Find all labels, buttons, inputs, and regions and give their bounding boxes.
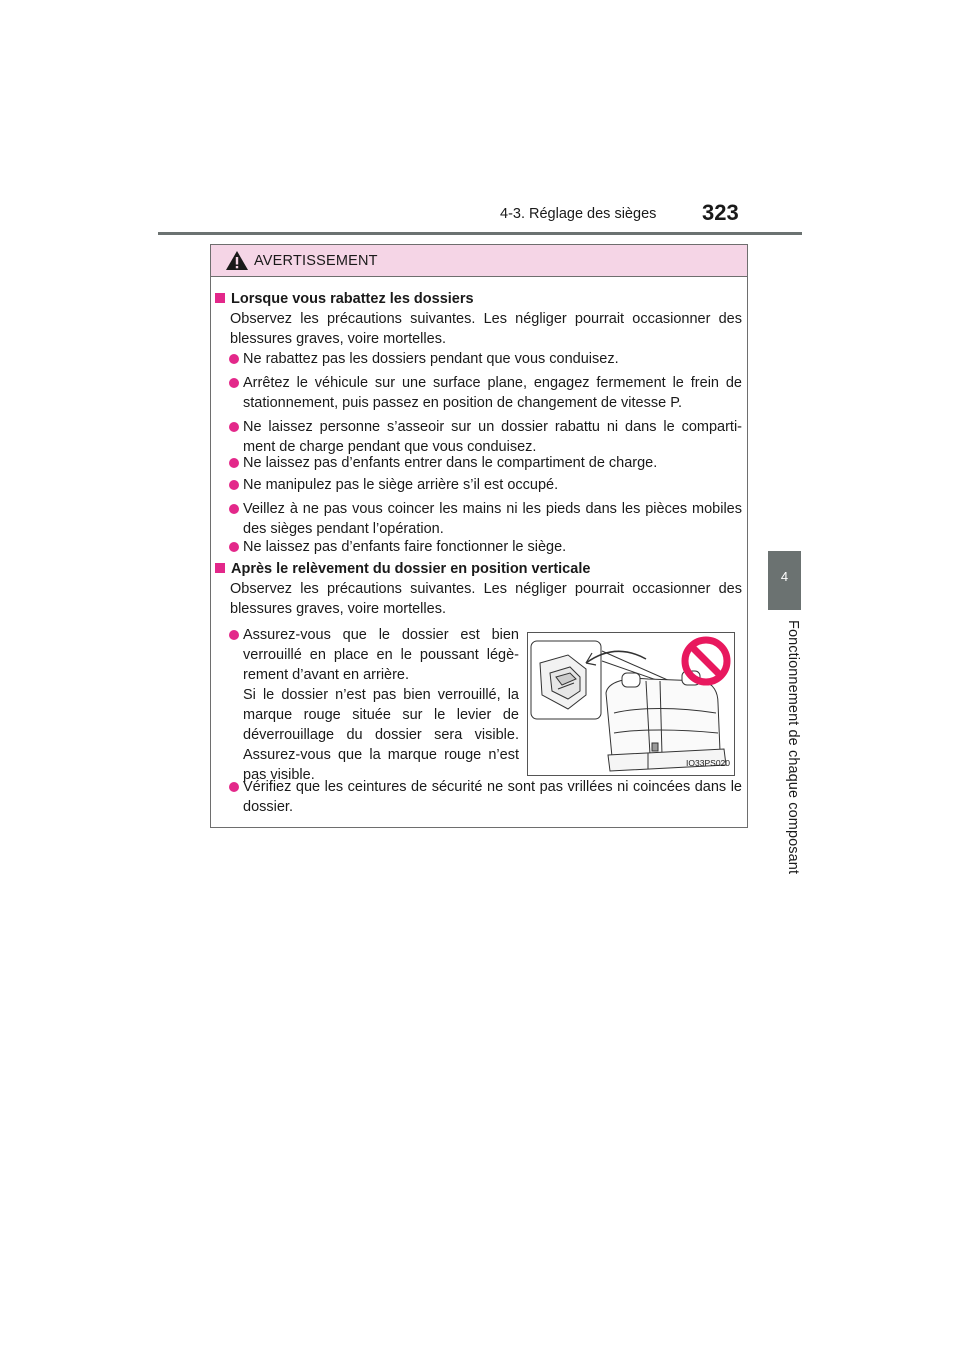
bullet-dot-icon (229, 480, 239, 490)
list-item: Ne rabattez pas les dossiers pendant que vous conduisez. (229, 349, 742, 369)
page-number: 323 (702, 200, 739, 225)
figure-code: IO33PS020 (686, 758, 730, 768)
list-item: Ne laissez personne s’asseoir sur un dossier rabattu ni dans le comparti-ment de charge pendant que vous conduisez. (229, 417, 742, 457)
square-bullet-icon (215, 563, 225, 573)
chapter-title: Fonctionnement de chaque composant (785, 620, 801, 875)
section-heading: Après le relèvement du dossier en position verticale (215, 559, 590, 579)
bullet-dot-icon (229, 378, 239, 388)
bullet-dot-icon (229, 630, 239, 640)
warning-content (211, 245, 747, 827)
chapter-number: 4 (780, 569, 789, 584)
seat-illustration (527, 632, 735, 776)
list-item: Arrêtez le véhicule sur une surface plane, engagez fermement le frein de stationnement, puis passez en position de changement de vitesse P. (229, 373, 742, 413)
list-item: Ne laissez pas d’enfants faire fonctionner le siège. (229, 537, 742, 557)
section-intro: Observez les précautions suivantes. Les négliger pourrait occasionner des blessures graves, voire mortelles. (230, 581, 742, 617)
warning-box (210, 244, 748, 828)
bullet-dot-icon (229, 504, 239, 514)
list-item: Ne laissez pas d’enfants entrer dans le compartiment de charge. (229, 453, 742, 473)
bullet-dot-icon (229, 354, 239, 364)
bullet-dot-icon (229, 542, 239, 552)
prohibition-icon (685, 640, 727, 682)
list-item: Assurez-vous que le dossier est bien verrouillé en place en le poussant légè-rement d’avant en arrière. Si le dossier n’est pas bien verrouillé, la marque rouge située sur le levier de déverrouillage du dossier sera visible. Assurez-vous que la marque rouge n’est pas visible. (229, 625, 519, 785)
list-item: Veillez à ne pas vous coincer les mains ni les pieds dans les pièces mobiles des sièges pendant l’opération. (229, 499, 742, 539)
warning-title: AVERTISSEMENT (254, 253, 378, 269)
square-bullet-icon (215, 293, 225, 303)
section-title: 4-3. Réglage des sièges (500, 206, 657, 222)
bullet-dot-icon (229, 458, 239, 468)
list-item: Vérifiez que les ceintures de sécurité ne sont pas vrillées ni coincées dans le dossier. (229, 777, 742, 817)
section-intro: Observez les précautions suivantes. Les négliger pourrait occasionner des blessures graves, voire mortelles. (230, 311, 742, 347)
section-heading: Lorsque vous rabattez les dossiers (215, 289, 474, 309)
list-item: Ne manipulez pas le siège arrière s’il est occupé. (229, 475, 742, 495)
header-divider (158, 232, 802, 235)
bullet-dot-icon (229, 422, 239, 432)
bullet-note: Si le dossier n’est pas bien verrouillé, la marque rouge située sur le levier de déverrouillage du dossier sera visible. Assurez-vous que la marque rouge n’est pas visible. (243, 687, 519, 783)
chapter-tab (768, 551, 801, 610)
bullet-dot-icon (229, 782, 239, 792)
